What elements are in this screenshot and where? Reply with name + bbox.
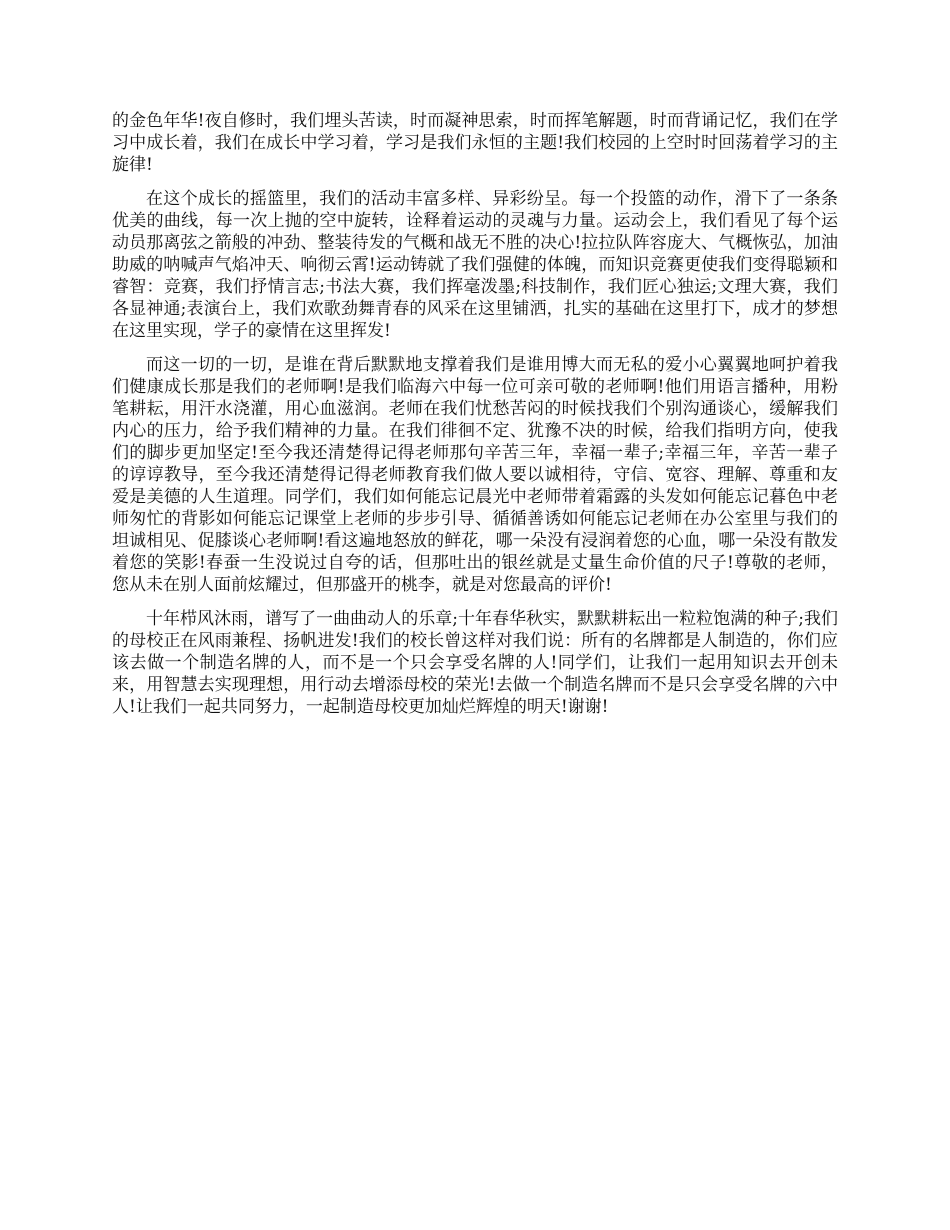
document-page [112,110,838,730]
paragraph-3: 而这一切的一切，是谁在背后默默地支撑着我们是谁用博大而无私的爱小心翼翼地呵护着我们健康成长那是我们的老师啊!是我们临海六中每一位可亲可敬的老师啊!他们用语言播种，用粉笔耕耘，用汗水浇灌，用心血滋润。老师在我们忧愁苦闷的时候找我们个别沟通谈心，缓解我们内心的压力，给予我们精神的力量。在我们徘徊不定、犹豫不决的时候，给我们指明方向，使我们的脚步更加坚定!至今我还清楚得记得老师那句辛苦三年，幸福一辈子;幸福三年，辛苦一辈子的谆谆教导，至今我还清楚得记得老师教育我们做人要以诚相待，守信、宽容、理解、尊重和友爱是美德的人生道理。同学们，我们如何能忘记晨光中老师带着霜露的头发如何能忘记暮色中老师匆忙的背影如何能忘记课堂上老师的步步引导、循循善诱如何能忘记老师在办公室里与我们的坦诚相见、促膝谈心老师啊!看这遍地怒放的鲜花，哪一朵没有浸润着您的心血，哪一朵没有散发着您的笑影!春蚕一生没说过自夸的话，但那吐出的银丝就是丈量生命价值的尺子!尊敬的老师，您从未在别人面前炫耀过，但那盛开的桃李，就是对您最高的评价! [112,355,838,595]
paragraph-4: 十年栉风沐雨，谱写了一曲曲动人的乐章;十年春华秋实，默默耕耘出一粒粒饱满的种子;我们的母校正在风雨兼程、扬帆进发!我们的校长曾这样对我们说：所有的名牌都是人制造的，你们应该去做一个制造名牌的人，而不是一个只会享受名牌的人!同学们，让我们一起用知识去开创未来，用智慧去实现理想，用行动去增添母校的荣光!去做一个制造名牌而不是只会享受名牌的六中人!让我们一起共同努力，一起制造母校更加灿烂辉煌的明天!谢谢! [112,609,838,717]
paragraph-2: 在这个成长的摇篮里，我们的活动丰富多样、异彩纷呈。每一个投篮的动作，滑下了一条条优美的曲线，每一次上抛的空中旋转，诠释着运动的灵魂与力量。运动会上，我们看见了每个运动员那离弦之箭般的冲劲、整装待发的气概和战无不胜的决心!拉拉队阵容庞大、气概恢弘，加油助威的呐喊声气焰冲天、响彻云霄!运动铸就了我们强健的体魄，而知识竞赛更使我们变得聪颖和睿智：竞赛，我们抒情言志;书法大赛，我们挥毫泼墨;科技制作，我们匠心独运;文理大赛，我们各显神通;表演台上，我们欢歌劲舞青春的风采在这里铺洒，扎实的基础在这里打下，成才的梦想在这里实现，学子的豪情在这里挥发! [112,189,838,341]
paragraph-1: 的金色年华!夜自修时，我们埋头苦读，时而凝神思索，时而挥笔解题，时而背诵记忆，我们在学习中成长着，我们在成长中学习着，学习是我们永恒的主题!我们校园的上空时时回荡着学习的主旋律! [112,111,838,175]
